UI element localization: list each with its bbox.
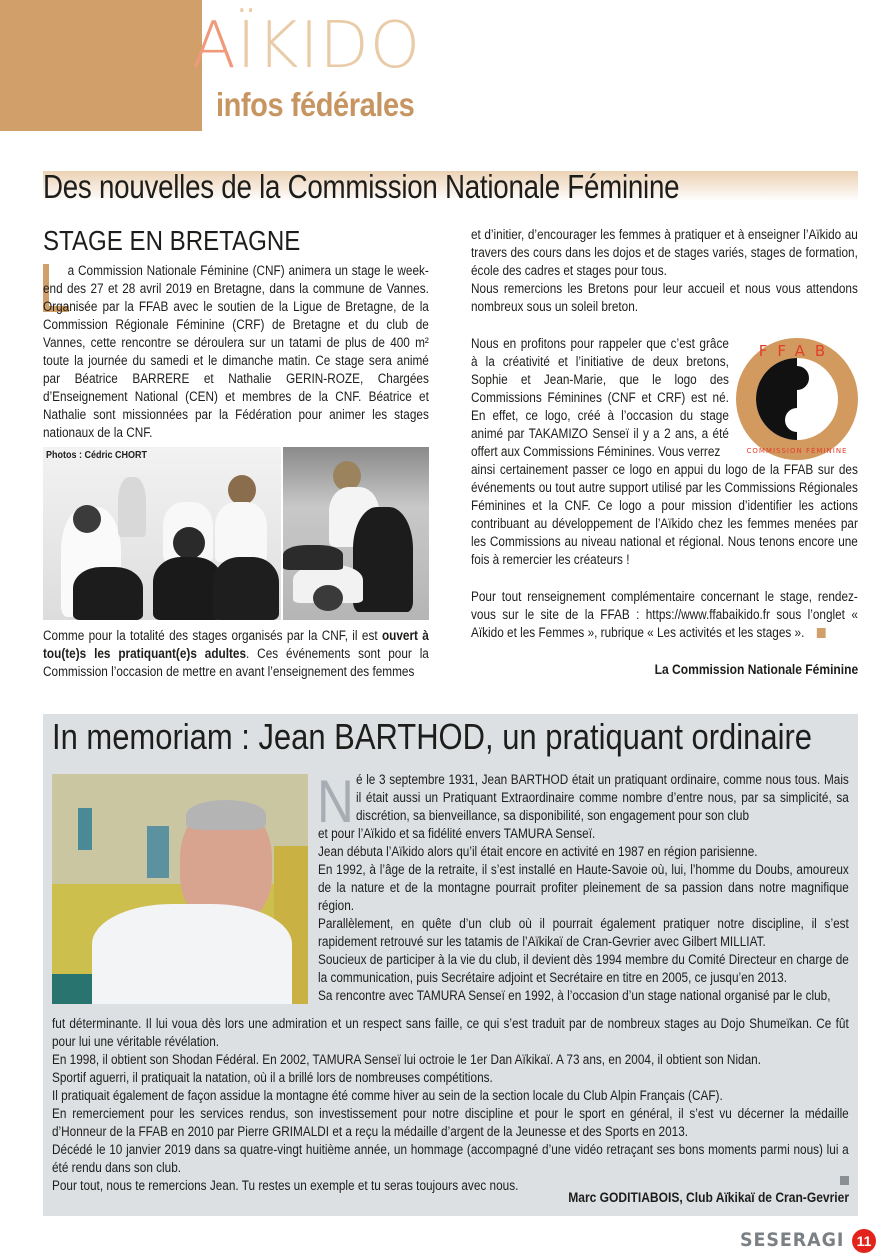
- article-paragraph-continued: [471, 226, 858, 316]
- text: Nous en profitons pour rappeler que c’est grâce à la créativité et l’initiative de deux bretons, Sophie et Jean-Marie, que le logo des Commissions Féminines (CNF et CRF) est né. En effet, ce logo, créé à l’occasion du stage animé par TAKAMIZO Senseï il y a 2 ans, a été offert aux Commissions Féminines. Vous verrez: [471, 336, 729, 459]
- end-of-article-square-icon: [840, 1176, 849, 1185]
- text: En 1998, il obtient son Shodan Fédéral. En 2002, TAMURA Senseï lui octroie le 1er Dan Aïkikaï. A 73 ans, en 2004, il obtient son Nidan.: [52, 1052, 762, 1067]
- text: fut déterminante. Il lui voua dès lors une admiration et un respect sans faille, ce qui s’est traduit par de nombreux stages au Dojo Shumeïkan. Ce fût pour lui une véritable révélation.: [52, 1016, 849, 1049]
- text: Jean débuta l’Aïkido alors qu’il était encore en activité en 1987 en région parisienne.: [318, 844, 758, 859]
- text: Nous remercions les Bretons pour leur accueil et nous vous attendons nombreux sous un soleil breton.: [471, 281, 858, 314]
- text: Pour tout, nous te remercions Jean. Tu restes un exemple et tu seras toujours avec nous.: [52, 1178, 519, 1193]
- text: et d’initier, d’encourager les femmes à pratiquer et à enseigner l’Aïkido au travers des cours dans les dojos et de stages variés, stages de formation, école des cadres et stages pour tous.: [471, 227, 858, 278]
- logo-bottom-text: COMMISSION FÉMININE: [746, 447, 848, 455]
- stage-photo-1: [43, 447, 281, 620]
- text: Sa rencontre avec TAMURA Senseï en 1992, à l’occasion d’un stage national organisé par le club,: [318, 988, 831, 1003]
- memoriam-lead: [356, 771, 849, 825]
- magazine-name: SESERAGI: [740, 1229, 845, 1251]
- article-paragraph-intro: [43, 262, 429, 442]
- article-paragraph-logo: [471, 335, 729, 461]
- text: sous l’onglet « Aïkido et les Femmes », rubrique « Les activités et les stages ».: [471, 607, 858, 640]
- logo-top-text: FFAB: [758, 342, 836, 360]
- article-paragraph-logo-continued: [471, 461, 858, 569]
- text: En remerciement pour les services rendus, son investissement pour notre discipline et pour le sport en général, il s’est vu décerner la médaille d’Honneur de la FFAB en 2010 par Pierre GRIMALDI et a reçu la médaille d’argent de la Jeunesse et des Sports en 2013.: [52, 1106, 849, 1139]
- article-paragraph-open: [43, 627, 429, 681]
- end-of-article-square-icon: [817, 628, 826, 638]
- horse-yinyang-icon: [756, 358, 838, 440]
- stage-photo-2: [283, 447, 429, 620]
- article-signature: La Commission Nationale Féminine: [654, 662, 858, 677]
- text: et pour l’Aïkido et sa fidélité envers TAMURA Senseï.: [318, 826, 596, 841]
- text: Comme pour la totalité des stages organisés par la CNF, il est: [43, 628, 382, 643]
- memoriam-signature: Marc GODITIABOIS, Club Aïkikaï de Cran-Gevrier: [568, 1190, 849, 1205]
- text: Il pratiquait également de façon assidue la montagne été comme hiver au sein de la section locale du Club Alpin Français (CAF).: [52, 1088, 723, 1103]
- article-paragraph-info: [471, 588, 858, 642]
- memoriam-paragraphs-beside-photo: [318, 825, 849, 1005]
- page-number-badge: 11: [852, 1229, 876, 1253]
- memoriam-paragraphs-full: [52, 1015, 849, 1195]
- brand-first-letter: A: [192, 9, 237, 83]
- photo-credit: Photos : Cédric CHORT: [46, 450, 148, 461]
- brand-rest: ÏKIDO: [236, 9, 422, 83]
- text: ainsi certainement passer ce logo en appui du logo de la FFAB sur des événements ou tout autre support utilisé par les Commissions Régionales Féminines et la CNF. Ce logo a pour mission d’identifier les actions contribuant au développement de l’Aïkido chez les femmes menées par les Commissions au niveau national et régional. Nous tenons encore une fois à remercier les créateurs !: [471, 462, 858, 567]
- brand-logo-text: [192, 9, 422, 83]
- text: Parallèlement, en quête d’un club où il pourrait également pratiquer notre discipline, il s’est rapidement retrouvé sur les tatamis de l’Aïkikaï de Cran-Gevrier avec Gilbert MILLIAT.: [318, 916, 849, 949]
- ffab-website-link[interactable]: https://www.ffabaikido.fr: [645, 607, 770, 622]
- memoriam-title: In memoriam : Jean BARTHOD, un pratiquant ordinaire: [52, 716, 813, 757]
- text: En 1992, à l’âge de la retraite, il s’est installé en Haute-Savoie où, lui, l’homme du Doubs, amoureux de la nature et de la montagne pourrait profiter pleinement de sa passion dans notre magnifique région.: [318, 862, 849, 913]
- emphasis-text: ouvert à tou(te)s les pratiquant(e)s adultes: [43, 628, 429, 661]
- text: Pour tout renseignement complémentaire concernant le stage, rendez-vous sur le site de la FFAB :: [471, 589, 858, 622]
- text: Soucieux de participer à la vie du club, il devient dès 1994 membre du Comité Directeur en charge de la communication, puis Secrétaire adjoint et Secrétaire en titre en 2005, ce jusqu’en 2013.: [318, 952, 849, 985]
- header-color-block: [0, 0, 202, 131]
- text: Sportif aguerri, il pratiquait la natation, où il a brillé lors de nombreuses compétitions.: [52, 1070, 493, 1085]
- text: Décédé le 10 janvier 2019 dans sa quatre-vingt huitième année, un hommage (accompagné d’une vidéo retraçant ses bons moments parmi nous) lui a été rendu dans son club.: [52, 1142, 849, 1175]
- section-subtitle: infos fédérales: [216, 86, 415, 123]
- article-title: Des nouvelles de la Commission Nationale Féminine: [43, 168, 680, 205]
- section-heading: STAGE EN BRETAGNE: [43, 225, 301, 256]
- text: . Ces événements sont pour la Commission l’occasion de mettre en avant l’enseignement des femmes: [43, 646, 429, 679]
- commission-feminine-logo: [736, 338, 858, 460]
- text: é le 3 septembre 1931, Jean BARTHOD était un pratiquant ordinaire, comme nous tous. Mais il était aussi un Pratiquant Extraordinaire comme nombre d’entre nous, par sa simplicité, sa discrétion, sa bienveillance, sa disponibilité, son engagement pour son club: [356, 772, 849, 823]
- portrait-photo: [52, 774, 308, 1004]
- dropcap-n: N: [317, 768, 354, 835]
- intro-text: a Commission Nationale Féminine (CNF) animera un stage le week-end des 27 et 28 avril 2019 en Bretagne, dans la commune de Vannes. Organisée par la FFAB avec le soutien de la Ligue de Bretagne, de la Commission Régionale Féminine (CRF) de Bretagne et du club de Vannes, cette rencontre se déroulera sur un tatami de plus de 400 m² toute la journée du samedi et le dimanche matin. Ce stage sera animé par Béatrice BARRERE et Nathalie GERIN-ROZE, Chargées d’Enseignement National (CEN) et membres de la CNF. Béatrice et Nathalie sont missionnées par la Fédération pour animer les stages nationaux de la CNF.: [43, 263, 429, 440]
